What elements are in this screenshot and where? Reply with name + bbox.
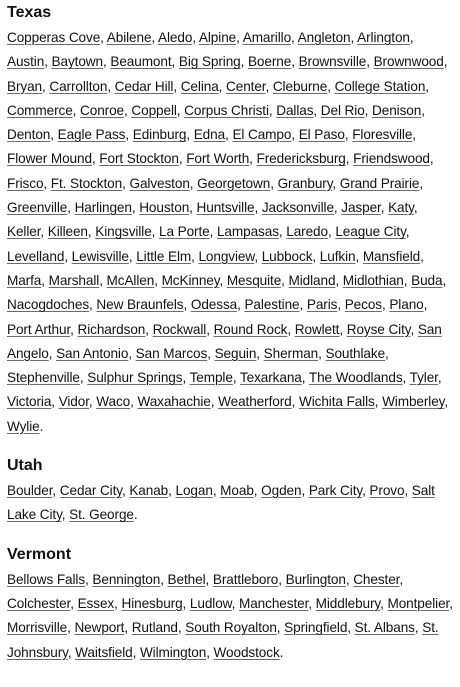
list-separator: ,: [364, 102, 373, 118]
city-link[interactable]: Midlothian: [342, 272, 404, 288]
list-separator: ,: [312, 248, 320, 264]
list-separator: ,: [405, 224, 410, 240]
city-link[interactable]: Houston: [139, 200, 190, 216]
city-link[interactable]: Brownwood: [373, 54, 444, 70]
city-link[interactable]: Copperas Cove: [7, 30, 101, 45]
list-separator: ,: [178, 151, 187, 167]
city-link[interactable]: Bethel: [167, 571, 206, 587]
city-link[interactable]: Celina: [180, 78, 219, 94]
list-separator: ,: [443, 54, 448, 70]
city-link[interactable]: Richardson: [77, 321, 146, 337]
city-link[interactable]: Salt Lake City: [7, 483, 435, 523]
list-separator: ,: [345, 571, 354, 587]
city-link[interactable]: Essex: [77, 595, 115, 611]
city-link[interactable]: San Antonio: [56, 345, 129, 361]
list-separator: ,: [333, 200, 342, 216]
city-link[interactable]: Victoria: [7, 394, 52, 410]
city-link[interactable]: Cleburne: [272, 78, 328, 94]
list-separator: ,: [107, 78, 115, 94]
list-separator: ,: [61, 507, 70, 523]
city-link[interactable]: The Woodlands: [308, 370, 403, 386]
city-link[interactable]: Laredo: [286, 224, 328, 240]
city-link[interactable]: Cedar City: [59, 483, 122, 499]
city-link[interactable]: Odessa: [190, 297, 238, 313]
list-separator: ,: [265, 78, 273, 94]
city-link[interactable]: Rutland: [131, 620, 178, 636]
list-separator: ,: [173, 78, 181, 94]
list-separator: ,: [210, 394, 219, 410]
city-link[interactable]: Chester: [353, 571, 400, 587]
list-separator: ,: [177, 620, 186, 636]
city-link[interactable]: Morrisville: [7, 620, 68, 636]
city-link[interactable]: Boulder: [7, 483, 53, 499]
list-separator: ,: [205, 571, 213, 587]
city-link[interactable]: Paris: [306, 297, 338, 313]
city-link[interactable]: Stephenville: [7, 370, 80, 386]
list-separator: ,: [413, 200, 418, 216]
list-separator: ,: [125, 127, 133, 143]
list-separator: ,: [64, 248, 72, 264]
list-separator: ,: [308, 595, 316, 611]
city-link[interactable]: Fort Worth: [186, 151, 250, 167]
list-separator: ,: [374, 394, 383, 410]
list-separator: ,: [429, 151, 434, 167]
list-separator: ,: [299, 297, 307, 313]
list-separator: ,: [332, 175, 340, 191]
city-link[interactable]: Kanab: [129, 483, 169, 499]
city-link[interactable]: Eagle Pass: [57, 127, 126, 143]
list-separator: ,: [444, 394, 449, 410]
state-section-vermont: [7, 545, 454, 665]
list-separator: ,: [339, 321, 347, 337]
list-separator: ,: [145, 321, 153, 337]
list-separator: ,: [399, 571, 404, 587]
list-separator: ,: [256, 345, 264, 361]
list-separator: ,: [291, 30, 298, 45]
city-link[interactable]: Center: [226, 78, 266, 94]
city-link[interactable]: Arlington: [357, 30, 410, 45]
list-separator: ,: [171, 54, 179, 70]
list-separator: ,: [278, 571, 286, 587]
city-link[interactable]: Lampasas: [216, 224, 279, 240]
state-section-texas: [7, 3, 454, 439]
list-separator: ,: [160, 571, 168, 587]
list-separator: ,: [191, 248, 199, 264]
list-separator: ,: [151, 30, 159, 45]
city-link[interactable]: Boerne: [247, 54, 292, 70]
city-link[interactable]: Dallas: [276, 102, 314, 118]
list-separator: ,: [132, 644, 140, 660]
list-separator: ,: [51, 394, 59, 410]
city-link[interactable]: Vidor: [58, 394, 89, 410]
city-link[interactable]: Baytown: [51, 54, 103, 70]
city-link[interactable]: Waco: [96, 394, 131, 410]
city-link[interactable]: Jacksonville: [261, 200, 334, 216]
city-link[interactable]: Fredericksburg: [256, 151, 346, 167]
city-link[interactable]: Port Arthur: [7, 321, 71, 337]
city-link[interactable]: Texarkana: [239, 370, 302, 386]
city-link[interactable]: Moab: [220, 483, 254, 499]
city-link[interactable]: Del Rio: [320, 102, 365, 118]
city-link[interactable]: Sherman: [263, 345, 319, 361]
city-link[interactable]: Wichita Falls: [298, 394, 375, 410]
list-separator: ,: [381, 297, 390, 313]
city-link[interactable]: Ludlow: [189, 595, 232, 611]
list-separator: ,: [219, 272, 227, 288]
city-link[interactable]: Aledo: [158, 30, 193, 45]
city-link[interactable]: Bryan: [7, 78, 43, 94]
list-separator: ,: [301, 370, 309, 386]
city-link[interactable]: Newport: [74, 620, 125, 636]
city-link[interactable]: Denison: [372, 102, 422, 118]
city-link[interactable]: Plano: [389, 297, 424, 313]
state-heading: Utah: [7, 457, 43, 475]
city-link[interactable]: Coppell: [131, 102, 177, 118]
list-separator: ,: [189, 175, 198, 191]
city-link[interactable]: Kingsville: [95, 224, 152, 240]
city-link[interactable]: McAllen: [106, 272, 155, 288]
city-link[interactable]: St. George: [69, 507, 134, 523]
city-link[interactable]: College Station: [334, 78, 426, 94]
city-link[interactable]: Flower Mound: [7, 151, 92, 167]
city-link[interactable]: Seguin: [214, 345, 257, 361]
list-separator: ,: [268, 102, 277, 118]
list-separator: ,: [87, 224, 96, 240]
city-link[interactable]: Springfield: [284, 620, 348, 636]
list-separator: ,: [327, 78, 335, 94]
city-link[interactable]: Wylie: [7, 418, 40, 434]
city-link[interactable]: Brownsville: [298, 54, 367, 70]
city-link[interactable]: Galveston: [129, 175, 190, 191]
city-link[interactable]: Burlington: [285, 571, 346, 587]
city-link[interactable]: Greenville: [7, 200, 68, 216]
city-link[interactable]: Katy: [388, 200, 414, 216]
list-separator: ,: [50, 127, 58, 143]
city-link[interactable]: Waxahachie: [137, 394, 211, 410]
list-separator: ,: [206, 644, 214, 660]
list-separator: ,: [337, 297, 345, 313]
list-separator: ,: [231, 595, 239, 611]
list-separator: ,: [362, 483, 370, 499]
list-separator: ,: [128, 345, 136, 361]
list-separator: ,: [88, 394, 97, 410]
list-separator: ,: [189, 200, 197, 216]
city-link[interactable]: Colchester: [7, 595, 71, 611]
city-link[interactable]: Corpus Christi: [184, 102, 269, 118]
city-link[interactable]: League City: [335, 224, 406, 240]
list-separator: ,: [425, 78, 429, 94]
city-link[interactable]: Temple: [189, 370, 233, 386]
list-separator: ,: [291, 127, 299, 143]
city-link[interactable]: Midland: [288, 272, 336, 288]
city-list: [7, 568, 454, 665]
city-link[interactable]: Weatherford: [218, 394, 292, 410]
city-link[interactable]: Floresville: [352, 127, 413, 143]
city-link[interactable]: Woodstock: [213, 644, 280, 660]
city-link[interactable]: St. Albans: [354, 620, 415, 636]
city-link[interactable]: Brattleboro: [212, 571, 279, 587]
list-separator: ,: [48, 345, 57, 361]
list-separator: ,: [380, 595, 388, 611]
list-separator: ,: [423, 297, 428, 313]
city-link[interactable]: New Braunfels: [96, 297, 184, 313]
list-separator: ,: [409, 30, 414, 45]
list-separator: ,: [43, 175, 51, 191]
list-separator: ,: [182, 370, 190, 386]
city-link[interactable]: Keller: [7, 224, 41, 240]
state-heading: Vermont: [7, 545, 72, 563]
list-separator: ,: [404, 483, 412, 499]
city-link[interactable]: Marfa: [7, 272, 42, 288]
list-separator: ,: [124, 620, 132, 636]
list-separator: ,: [442, 272, 447, 288]
city-link[interactable]: Beaumont: [110, 54, 172, 70]
list-separator: ,: [99, 272, 107, 288]
city-link[interactable]: Middlebury: [315, 595, 381, 611]
city-link[interactable]: Grand Prairie: [339, 175, 420, 191]
city-link[interactable]: Georgetown: [197, 175, 271, 191]
list-separator: ,: [345, 151, 354, 167]
state-heading: Texas: [7, 4, 52, 21]
list-separator: ,: [254, 200, 262, 216]
list-separator: ,: [154, 272, 162, 288]
city-link[interactable]: Logan: [175, 483, 213, 499]
city-link[interactable]: Mansfield: [362, 248, 421, 264]
list-separator: ,: [421, 102, 425, 118]
city-link[interactable]: Longview: [198, 248, 255, 264]
list-separator: ,: [437, 370, 442, 386]
list-separator: ,: [291, 54, 299, 70]
city-link[interactable]: Edna: [193, 127, 226, 143]
city-link[interactable]: Conroe: [80, 102, 125, 118]
list-separator: ,: [276, 620, 285, 636]
city-link[interactable]: Mesquite: [226, 272, 282, 288]
city-link[interactable]: El Paso: [298, 127, 345, 143]
list-separator: ,: [385, 345, 389, 361]
list-separator: ,: [254, 248, 262, 264]
city-link[interactable]: Levelland: [7, 248, 65, 264]
city-link[interactable]: Big Spring: [178, 54, 241, 70]
city-link[interactable]: Fort Stockton: [99, 151, 179, 167]
city-link[interactable]: Hinesburg: [121, 595, 183, 611]
city-link[interactable]: Lewisville: [71, 248, 129, 264]
list-separator: ,: [347, 620, 355, 636]
city-link[interactable]: South Royalton: [185, 620, 277, 636]
city-link[interactable]: Sulphur Springs: [87, 370, 183, 386]
list-terminator: .: [39, 418, 44, 434]
city-link[interactable]: Ft. Stockton: [50, 175, 123, 191]
city-link[interactable]: Provo: [369, 483, 405, 499]
list-separator: ,: [232, 370, 240, 386]
city-link[interactable]: Angleton: [297, 30, 351, 45]
city-link[interactable]: Round Rock: [213, 321, 288, 337]
list-separator: ,: [402, 370, 410, 386]
list-separator: ,: [44, 54, 52, 70]
list-separator: ,: [350, 30, 358, 45]
city-link[interactable]: Nacogdoches: [7, 297, 90, 313]
state-section-utah: [7, 456, 454, 528]
list-separator: ,: [183, 297, 191, 313]
city-link[interactable]: La Porte: [159, 224, 210, 240]
city-link[interactable]: Little Elm: [136, 248, 192, 264]
list-separator: ,: [218, 78, 227, 94]
list-separator: ,: [412, 127, 416, 143]
city-link[interactable]: Huntsville: [196, 200, 255, 216]
city-link[interactable]: Pecos: [344, 297, 382, 313]
city-link[interactable]: Lufkin: [319, 248, 356, 264]
city-link[interactable]: Royse City: [346, 321, 411, 337]
city-link[interactable]: Abilene: [106, 30, 152, 45]
city-link[interactable]: Edinburg: [132, 127, 187, 143]
city-link[interactable]: Manchester: [239, 595, 309, 611]
list-separator: ,: [41, 272, 49, 288]
city-link[interactable]: Montpelier: [387, 595, 450, 611]
list-terminator: .: [133, 507, 138, 523]
list-separator: ,: [253, 483, 262, 499]
city-link[interactable]: Palestine: [244, 297, 300, 313]
city-link[interactable]: Park City: [308, 483, 363, 499]
list-separator: ,: [291, 394, 299, 410]
city-link[interactable]: Bellows Falls: [7, 571, 86, 587]
list-separator: ,: [72, 102, 81, 118]
city-link[interactable]: El Campo: [232, 127, 292, 143]
list-separator: ,: [85, 571, 93, 587]
list-separator: ,: [52, 483, 60, 499]
list-separator: ,: [70, 321, 78, 337]
list-separator: ,: [212, 483, 221, 499]
list-separator: ,: [225, 127, 233, 143]
city-link[interactable]: Killeen: [47, 224, 88, 240]
list-separator: ,: [186, 127, 194, 143]
list-separator: ,: [124, 102, 132, 118]
list-separator: ,: [89, 297, 97, 313]
list-separator: ,: [281, 272, 289, 288]
list-separator: ,: [121, 483, 130, 499]
list-separator: ,: [419, 175, 424, 191]
city-link[interactable]: Friendswood: [353, 151, 430, 167]
list-separator: ,: [301, 483, 309, 499]
list-separator: ,: [67, 620, 75, 636]
list-separator: ,: [151, 224, 160, 240]
city-link[interactable]: Carrollton: [49, 78, 108, 94]
list-separator: ,: [67, 644, 76, 660]
list-separator: ,: [236, 30, 243, 45]
list-separator: ,: [403, 272, 412, 288]
city-link[interactable]: Rowlett: [294, 321, 340, 337]
list-separator: ,: [335, 272, 343, 288]
list-separator: ,: [287, 321, 295, 337]
list-separator: ,: [192, 30, 199, 45]
city-link[interactable]: Austin: [7, 54, 45, 70]
list-separator: ,: [176, 102, 185, 118]
list-separator: ,: [249, 151, 257, 167]
city-link[interactable]: Denton: [7, 127, 51, 143]
city-link[interactable]: Wilmington: [139, 644, 207, 660]
city-link[interactable]: Commerce: [7, 102, 73, 118]
city-link[interactable]: Bennington: [92, 571, 161, 587]
list-separator: ,: [182, 595, 190, 611]
city-link[interactable]: San Angelo: [7, 321, 442, 361]
city-link[interactable]: Frisco: [7, 175, 44, 191]
city-link[interactable]: Tyler: [409, 370, 438, 386]
list-separator: ,: [318, 345, 326, 361]
city-link[interactable]: Wimberley: [382, 394, 445, 410]
list-separator: ,: [122, 175, 130, 191]
city-link[interactable]: Ogden: [261, 483, 302, 499]
list-separator: ,: [209, 224, 217, 240]
city-link[interactable]: Southlake: [325, 345, 386, 361]
list-separator: ,: [114, 595, 122, 611]
list-separator: ,: [366, 54, 374, 70]
list-separator: ,: [168, 483, 176, 499]
list-separator: ,: [355, 248, 363, 264]
list-separator: ,: [410, 321, 418, 337]
list-separator: ,: [327, 224, 336, 240]
city-link[interactable]: San Marcos: [135, 345, 208, 361]
list-separator: ,: [131, 200, 140, 216]
list-terminator: .: [279, 644, 284, 660]
list-separator: ,: [420, 248, 424, 264]
list-separator: ,: [42, 78, 50, 94]
list-separator: ,: [79, 370, 88, 386]
list-separator: ,: [344, 127, 353, 143]
list-separator: ,: [67, 200, 75, 216]
city-link[interactable]: Cedar Hill: [114, 78, 174, 94]
city-link[interactable]: Marshall: [48, 272, 100, 288]
list-separator: ,: [70, 595, 78, 611]
city-link[interactable]: Buda: [411, 272, 443, 288]
city-link[interactable]: Lubbock: [261, 248, 313, 264]
list-separator: ,: [130, 394, 138, 410]
city-link[interactable]: St. Johnsbury: [7, 620, 439, 660]
list-separator: ,: [313, 102, 321, 118]
city-link[interactable]: Granbury: [277, 175, 333, 191]
city-link[interactable]: Waitsfield: [75, 644, 133, 660]
list-separator: ,: [128, 248, 137, 264]
list-separator: ,: [40, 224, 48, 240]
city-list: [7, 479, 454, 528]
list-separator: ,: [237, 297, 245, 313]
list-separator: ,: [100, 30, 107, 45]
list-separator: ,: [91, 151, 100, 167]
city-list: [7, 26, 454, 439]
list-separator: ,: [206, 321, 214, 337]
city-link[interactable]: McKinney: [161, 272, 220, 288]
city-link[interactable]: Jasper: [341, 200, 381, 216]
list-separator: ,: [103, 54, 111, 70]
list-separator: ,: [380, 200, 389, 216]
city-link[interactable]: Amarillo: [242, 30, 292, 45]
city-link[interactable]: Alpine: [198, 30, 237, 45]
list-separator: ,: [270, 175, 278, 191]
city-link[interactable]: Rockwall: [152, 321, 207, 337]
list-separator: ,: [278, 224, 287, 240]
list-separator: ,: [240, 54, 248, 70]
list-separator: ,: [449, 595, 453, 611]
list-separator: ,: [414, 620, 423, 636]
list-separator: ,: [207, 345, 215, 361]
city-link[interactable]: Harlingen: [74, 200, 132, 216]
